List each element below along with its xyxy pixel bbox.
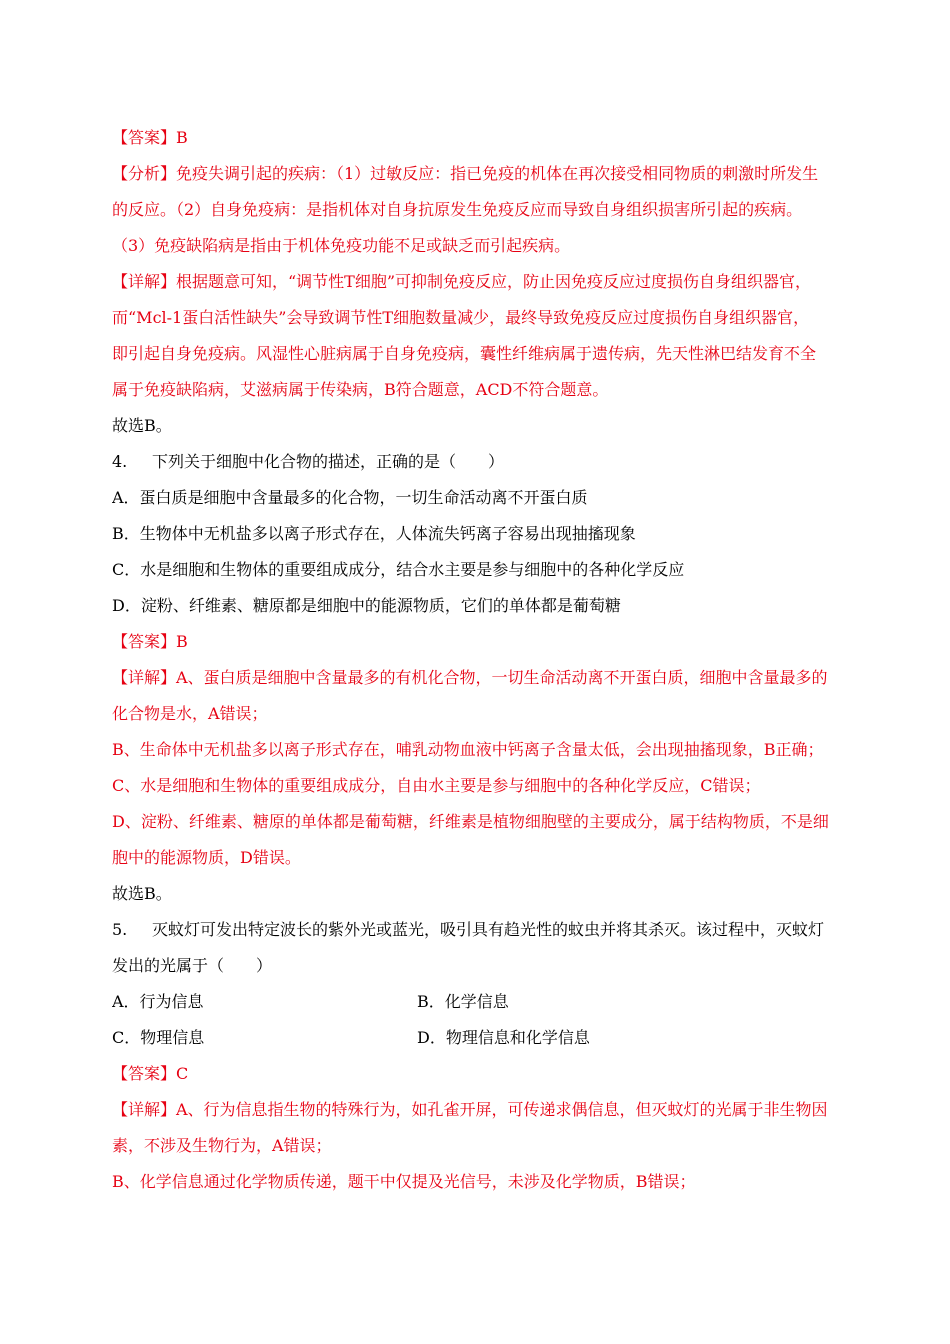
q5-option-c: C．物理信息 xyxy=(112,1028,205,1047)
q5-option-d: D．物理信息和化学信息 xyxy=(417,1028,590,1047)
q5-options-row-2 xyxy=(112,1020,864,1056)
q4-option-c: C．水是细胞和生物体的重要组成成分，结合水主要是参与细胞中的各种化学反应 xyxy=(112,560,685,579)
q3-detail-line: 【详解】根据题意可知，“调节性T细胞”可抑制免疫反应，防止因免疫反应过度损伤自身组织器官， xyxy=(112,272,812,291)
q5-option-b: B．化学信息 xyxy=(417,992,509,1011)
q3-detail-line: 即引起自身免疫病。风湿性心脏病属于自身免疫病，囊性纤维病属于遗传病，先天性淋巴结发育不全 xyxy=(112,344,817,363)
document-page xyxy=(112,120,864,1200)
q3-detail-line: 属于免疫缺陷病，艾滋病属于传染病，B符合题意，ACD不符合题意。 xyxy=(112,380,609,399)
q3-conclusion: 故选B。 xyxy=(112,416,172,435)
q4-detail-line: C、水是细胞和生物体的重要组成成分，自由水主要是参与细胞中的各种化学反应，C错误； xyxy=(112,776,761,795)
q4-option-a: A．蛋白质是细胞中含量最多的化合物，一切生命活动离不开蛋白质 xyxy=(112,488,588,507)
q4-stem-text: 下列关于细胞中化合物的描述，正确的是（ ） xyxy=(152,452,505,471)
q5-answer: 【答案】C xyxy=(112,1064,189,1083)
q4-detail-line: 【详解】A、蛋白质是细胞中含量最多的有机化合物，一切生命活动离不开蛋白质，细胞中含量最多的 xyxy=(112,668,828,687)
q4-detail-line: B、生命体中无机盐多以离子形式存在，哺乳动物血液中钙离子含量太低，会出现抽搐现象，B正确； xyxy=(112,740,824,759)
q4-number: 4. xyxy=(112,452,128,471)
q5-stem-continued: 发出的光属于（ ） xyxy=(112,956,273,975)
q4-option-d: D．淀粉、纤维素、糖原都是细胞中的能源物质，它们的单体都是葡萄糖 xyxy=(112,596,621,615)
q5-detail-line: 【详解】A、行为信息指生物的特殊行为，如孔雀开屏，可传递求偶信息，但灭蚊灯的光属于非生物因 xyxy=(112,1100,828,1119)
q3-detail-line: 而“Mcl-1蛋白活性缺失”会导致调节性T细胞数量减少，最终导致免疫反应过度损伤自身组织器官， xyxy=(112,308,810,327)
q4-detail-line: 胞中的能源物质，D错误。 xyxy=(112,848,301,867)
q5-options-row-1 xyxy=(112,984,864,1020)
q4-option-b: B．生物体中无机盐多以离子形式存在，人体流失钙离子容易出现抽搐现象 xyxy=(112,524,636,543)
q5-number: 5. xyxy=(112,920,128,939)
q3-analysis-line: 【分析】免疫失调引起的疾病：（1）过敏反应：指已免疫的机体在再次接受相同物质的刺激时所发生 xyxy=(112,164,819,183)
q4-detail-line: 化合物是水，A错误； xyxy=(112,704,268,723)
q5-option-a: A．行为信息 xyxy=(112,992,204,1011)
q5-detail-line: 素，不涉及生物行为，A错误； xyxy=(112,1136,332,1155)
q3-analysis-line: 的反应。（2）自身免疫病：是指机体对自身抗原发生免疫反应而导致自身组织损害所引起的疾病。 xyxy=(112,200,803,219)
q4-stem xyxy=(112,444,864,480)
q5-stem-text: 灭蚊灯可发出特定波长的紫外光或蓝光，吸引具有趋光性的蚊虫并将其杀灭。该过程中，灭蚊灯 xyxy=(152,920,825,939)
q4-conclusion: 故选B。 xyxy=(112,884,172,903)
q5-stem xyxy=(112,912,864,948)
q3-analysis-line: （3）免疫缺陷病是指由于机体免疫功能不足或缺乏而引起疾病。 xyxy=(112,236,571,255)
q4-detail-line: D、淀粉、纤维素、糖原的单体都是葡萄糖，纤维素是植物细胞壁的主要成分，属于结构物质，不是细 xyxy=(112,812,829,831)
q5-detail-line: B、化学信息通过化学物质传递，题干中仅提及光信号，未涉及化学物质，B错误； xyxy=(112,1172,696,1191)
q4-answer: 【答案】B xyxy=(112,632,188,651)
q3-answer: 【答案】B xyxy=(112,128,188,147)
